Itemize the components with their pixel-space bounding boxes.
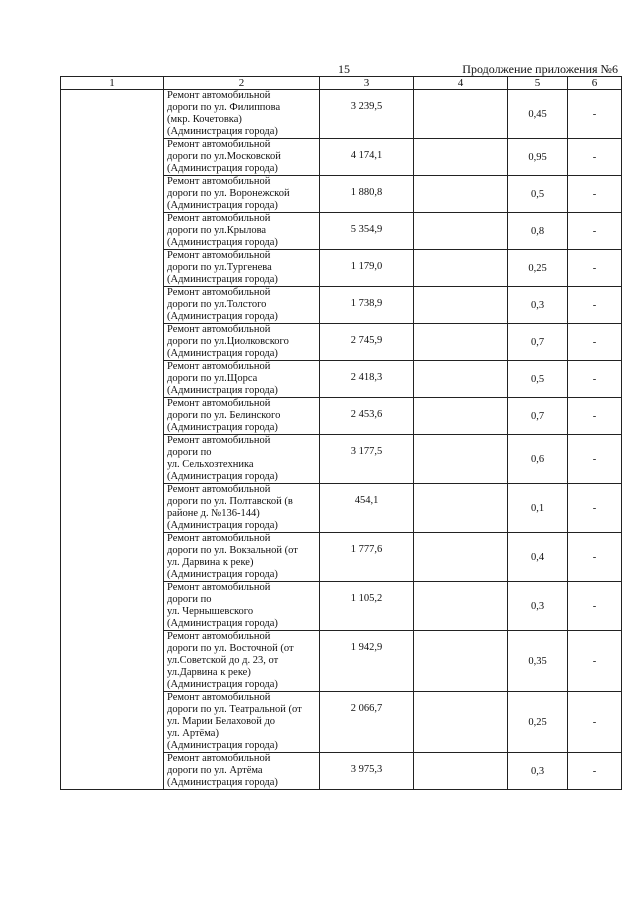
description-line: (Администрация города) bbox=[167, 679, 278, 690]
description-line: (Администрация города) bbox=[167, 311, 278, 322]
description-line: (Администрация города) bbox=[167, 777, 278, 788]
description-cell bbox=[164, 582, 320, 631]
empty-column-4-cell bbox=[414, 582, 508, 631]
description-line: Ремонт автомобильной bbox=[167, 753, 271, 764]
amount-cell: 3 177,5 bbox=[320, 435, 414, 484]
column-6-cell: - bbox=[568, 582, 622, 631]
description-line: дороги по bbox=[167, 594, 212, 605]
description-line: (Администрация города) bbox=[167, 163, 278, 174]
column-6-cell: - bbox=[568, 250, 622, 287]
description-line: ул. Чернышевского bbox=[167, 606, 254, 617]
description-cell bbox=[164, 435, 320, 484]
column-6-cell: - bbox=[568, 692, 622, 753]
description-cell bbox=[164, 213, 320, 250]
amount-cell: 2 066,7 bbox=[320, 692, 414, 753]
description-cell bbox=[164, 484, 320, 533]
description-line: ул.Советской до д. 23, от bbox=[167, 655, 279, 666]
amount-cell: 5 354,9 bbox=[320, 213, 414, 250]
header-cell: 2 bbox=[164, 77, 320, 90]
empty-column-4-cell bbox=[414, 213, 508, 250]
description-line: Ремонт автомобильной bbox=[167, 631, 271, 642]
table-row bbox=[61, 90, 622, 139]
empty-column-4-cell bbox=[414, 139, 508, 176]
description-line: Ремонт автомобильной bbox=[167, 398, 271, 409]
length-cell: 0,8 bbox=[508, 213, 568, 250]
description-cell bbox=[164, 533, 320, 582]
empty-column-4-cell bbox=[414, 398, 508, 435]
column-6-cell: - bbox=[568, 398, 622, 435]
description-line: (Администрация города) bbox=[167, 618, 278, 629]
amount-cell: 3 975,3 bbox=[320, 753, 414, 790]
description-line: Ремонт автомобильной bbox=[167, 361, 271, 372]
description-line: Ремонт автомобильной bbox=[167, 435, 271, 446]
description-cell bbox=[164, 692, 320, 753]
amount-cell: 4 174,1 bbox=[320, 139, 414, 176]
empty-column-4-cell bbox=[414, 533, 508, 582]
length-cell: 0,7 bbox=[508, 324, 568, 361]
description-line: дороги по ул. Белинского bbox=[167, 410, 281, 421]
description-cell bbox=[164, 250, 320, 287]
description-line: (мкр. Кочетовка) bbox=[167, 114, 242, 125]
description-cell bbox=[164, 631, 320, 692]
description-line: Ремонт автомобильной bbox=[167, 324, 271, 335]
length-cell: 0,6 bbox=[508, 435, 568, 484]
empty-column-4-cell bbox=[414, 753, 508, 790]
description-line: (Администрация города) bbox=[167, 237, 278, 248]
column-6-cell: - bbox=[568, 361, 622, 398]
empty-column-4-cell bbox=[414, 324, 508, 361]
empty-column-4-cell bbox=[414, 90, 508, 139]
description-line: (Администрация города) bbox=[167, 385, 278, 396]
appendix-table bbox=[60, 76, 622, 790]
header-cell: 4 bbox=[414, 77, 508, 90]
description-line: ул.Дарвина к реке) bbox=[167, 667, 251, 678]
description-cell bbox=[164, 324, 320, 361]
amount-cell: 3 239,5 bbox=[320, 90, 414, 139]
description-cell bbox=[164, 361, 320, 398]
length-cell: 0,35 bbox=[508, 631, 568, 692]
description-line: дороги по ул. Театральной (от bbox=[167, 704, 302, 715]
description-cell bbox=[164, 176, 320, 213]
length-cell: 0,25 bbox=[508, 692, 568, 753]
description-line: дороги по ул.Толстого bbox=[167, 299, 267, 310]
length-cell: 0,3 bbox=[508, 287, 568, 324]
description-line: дороги по ул.Крылова bbox=[167, 225, 267, 236]
description-line: ул. Сельхозтехника bbox=[167, 459, 254, 470]
amount-cell: 1 942,9 bbox=[320, 631, 414, 692]
column-6-cell: - bbox=[568, 324, 622, 361]
header-cell: 3 bbox=[320, 77, 414, 90]
column-6-cell: - bbox=[568, 753, 622, 790]
column-6-cell: - bbox=[568, 435, 622, 484]
description-line: дороги по ул. Вокзальной (от bbox=[167, 545, 298, 556]
description-line: (Администрация города) bbox=[167, 348, 278, 359]
header-cell: 1 bbox=[61, 77, 164, 90]
column-6-cell: - bbox=[568, 533, 622, 582]
description-line: ул. Марии Белаховой до bbox=[167, 716, 276, 727]
description-line: ул. Артёма) bbox=[167, 728, 219, 739]
length-cell: 0,3 bbox=[508, 582, 568, 631]
description-line: (Администрация города) bbox=[167, 422, 278, 433]
empty-column-4-cell bbox=[414, 250, 508, 287]
header-row bbox=[61, 77, 622, 90]
amount-cell: 2 453,6 bbox=[320, 398, 414, 435]
page-number: 15 bbox=[338, 62, 350, 76]
amount-cell: 1 738,9 bbox=[320, 287, 414, 324]
length-cell: 0,95 bbox=[508, 139, 568, 176]
length-cell: 0,1 bbox=[508, 484, 568, 533]
amount-cell: 2 418,3 bbox=[320, 361, 414, 398]
amount-cell: 1 179,0 bbox=[320, 250, 414, 287]
description-line: Ремонт автомобильной bbox=[167, 176, 271, 187]
description-line: дороги по ул. Артёма bbox=[167, 765, 263, 776]
column-6-cell: - bbox=[568, 90, 622, 139]
description-line: (Администрация города) bbox=[167, 126, 278, 137]
length-cell: 0,7 bbox=[508, 398, 568, 435]
description-line: дороги по ул.Циолковского bbox=[167, 336, 289, 347]
empty-column-4-cell bbox=[414, 176, 508, 213]
description-line: Ремонт автомобильной bbox=[167, 213, 271, 224]
description-cell bbox=[164, 139, 320, 176]
description-line: дороги по ул. Филиппова bbox=[167, 102, 281, 113]
description-line: дороги по ул.Щорса bbox=[167, 373, 258, 384]
length-cell: 0,45 bbox=[508, 90, 568, 139]
empty-column-4-cell bbox=[414, 692, 508, 753]
empty-column-4-cell bbox=[414, 435, 508, 484]
description-line: Ремонт автомобильной bbox=[167, 582, 271, 593]
column-6-cell: - bbox=[568, 631, 622, 692]
column-6-cell: - bbox=[568, 213, 622, 250]
amount-cell: 2 745,9 bbox=[320, 324, 414, 361]
description-line: Ремонт автомобильной bbox=[167, 90, 271, 101]
header-cell: 5 bbox=[508, 77, 568, 90]
header-cell: 6 bbox=[568, 77, 622, 90]
description-cell bbox=[164, 287, 320, 324]
length-cell: 0,25 bbox=[508, 250, 568, 287]
description-line: (Администрация города) bbox=[167, 471, 278, 482]
amount-cell: 1 777,6 bbox=[320, 533, 414, 582]
description-line: Ремонт автомобильной bbox=[167, 250, 271, 261]
length-cell: 0,5 bbox=[508, 176, 568, 213]
description-line: дороги по ул.Московской bbox=[167, 151, 281, 162]
description-cell bbox=[164, 90, 320, 139]
description-line: ул. Дарвина к реке) bbox=[167, 557, 254, 568]
description-line: Ремонт автомобильной bbox=[167, 692, 271, 703]
description-line: (Администрация города) bbox=[167, 569, 278, 580]
description-line: Ремонт автомобильной bbox=[167, 484, 271, 495]
amount-cell: 454,1 bbox=[320, 484, 414, 533]
description-line: дороги по ул. Воронежской bbox=[167, 188, 290, 199]
amount-cell: 1 880,8 bbox=[320, 176, 414, 213]
description-line: (Администрация города) bbox=[167, 520, 278, 531]
description-line: районе д. №136-144) bbox=[167, 508, 260, 519]
description-line: дороги по ул. Восточной (от bbox=[167, 643, 294, 654]
description-line: Ремонт автомобильной bbox=[167, 139, 271, 150]
empty-column-4-cell bbox=[414, 287, 508, 324]
length-cell: 0,4 bbox=[508, 533, 568, 582]
description-line: (Администрация города) bbox=[167, 274, 278, 285]
description-line: дороги по ул.Тургенева bbox=[167, 262, 272, 273]
continuation-note: Продолжение приложения №6 bbox=[462, 62, 618, 76]
description-line: Ремонт автомобильной bbox=[167, 533, 271, 544]
column-6-cell: - bbox=[568, 139, 622, 176]
description-line: Ремонт автомобильной bbox=[167, 287, 271, 298]
description-cell bbox=[164, 398, 320, 435]
description-line: (Администрация города) bbox=[167, 200, 278, 211]
amount-cell: 1 105,2 bbox=[320, 582, 414, 631]
description-line: дороги по bbox=[167, 447, 212, 458]
empty-column-4-cell bbox=[414, 484, 508, 533]
length-cell: 0,3 bbox=[508, 753, 568, 790]
description-line: дороги по ул. Полтавской (в bbox=[167, 496, 293, 507]
column-6-cell: - bbox=[568, 287, 622, 324]
column-6-cell: - bbox=[568, 484, 622, 533]
empty-column-1-cell bbox=[61, 90, 164, 790]
description-line: (Администрация города) bbox=[167, 740, 278, 751]
empty-column-4-cell bbox=[414, 631, 508, 692]
empty-column-4-cell bbox=[414, 361, 508, 398]
description-cell bbox=[164, 753, 320, 790]
column-6-cell: - bbox=[568, 176, 622, 213]
length-cell: 0,5 bbox=[508, 361, 568, 398]
